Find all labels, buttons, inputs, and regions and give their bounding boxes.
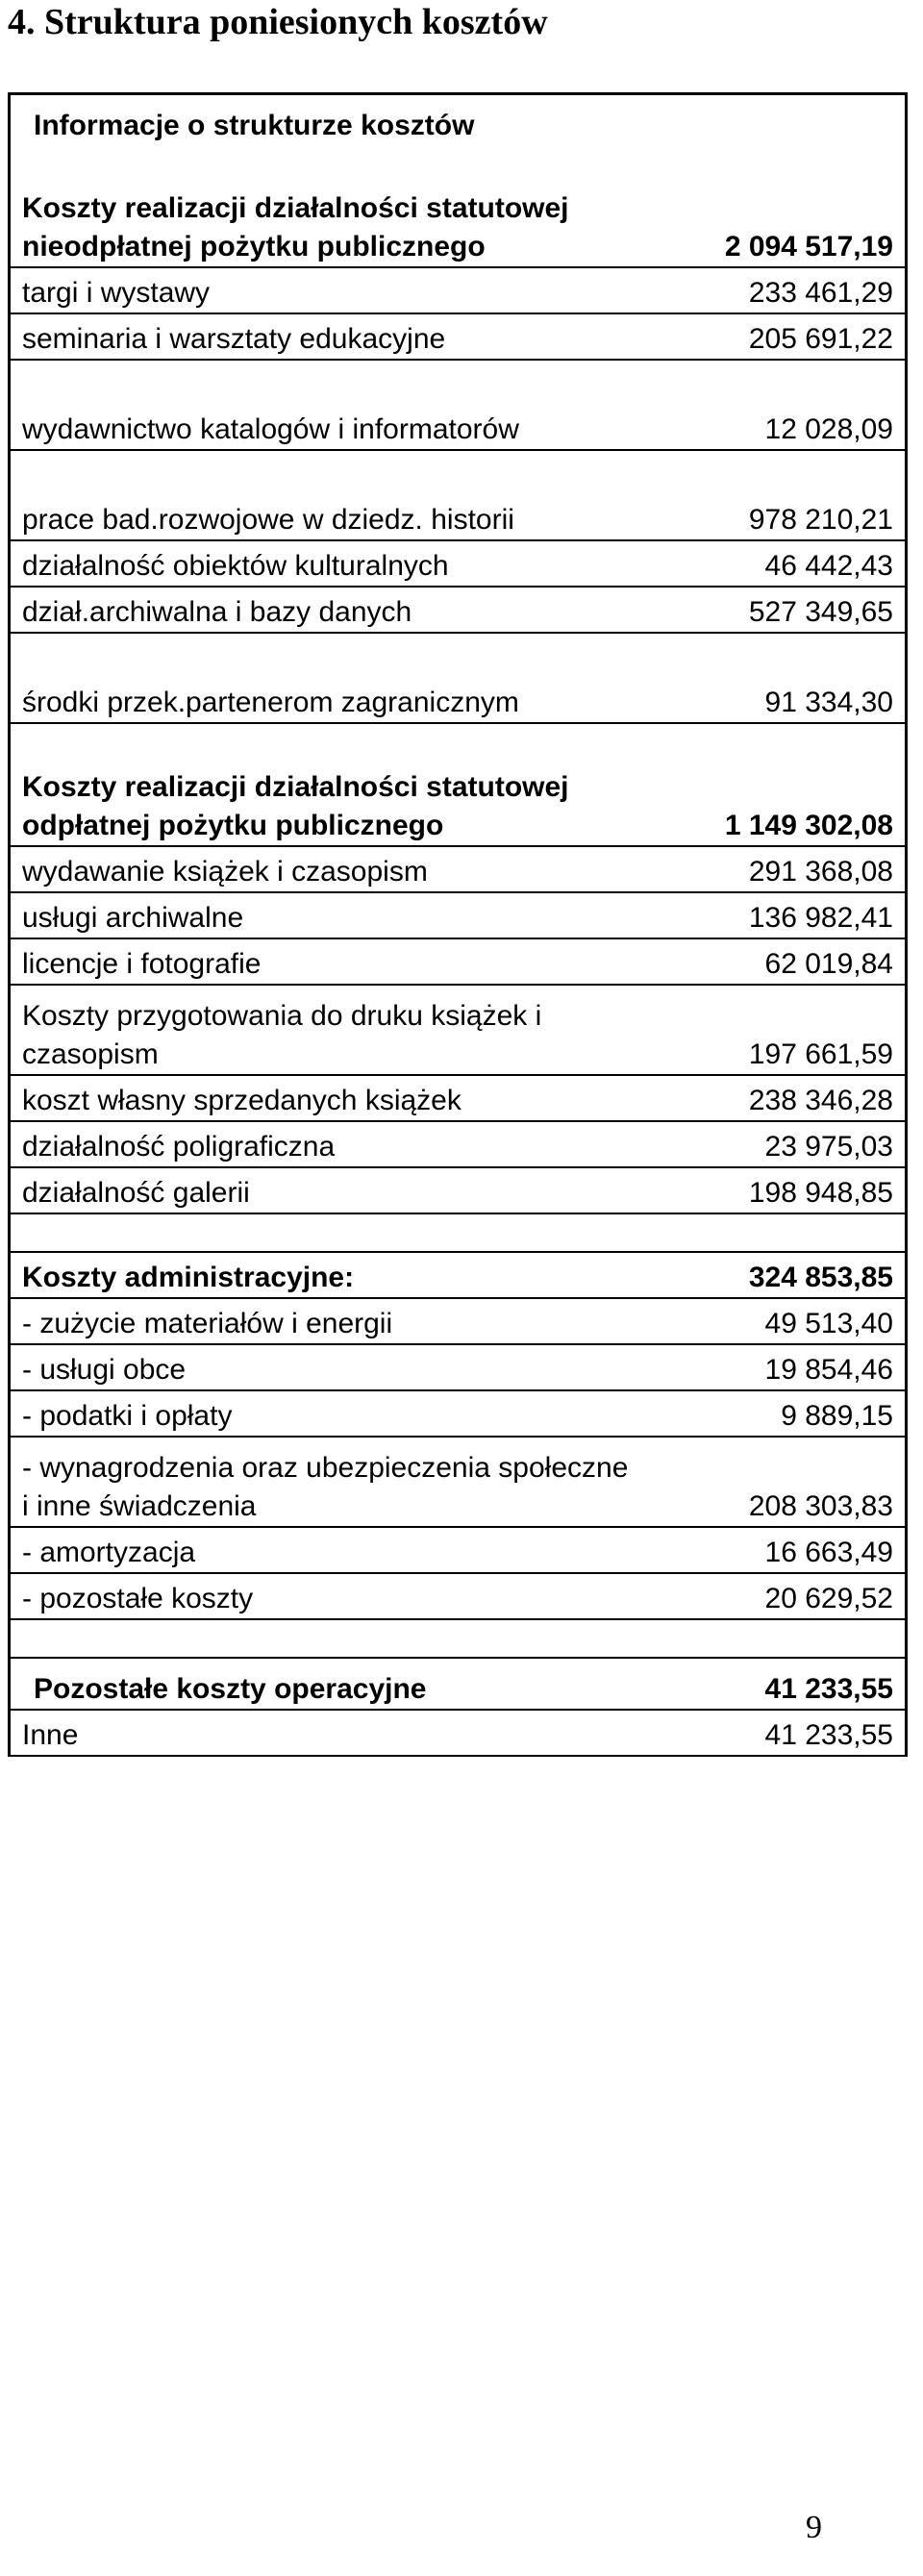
row-value: 324 853,85 [647, 1252, 907, 1298]
table-row [10, 938, 907, 985]
row-value: 62 019,84 [647, 938, 907, 985]
row-label: - podatki i opłaty [10, 1390, 647, 1437]
row-label: wydawnictwo katalogów i informatorów [10, 360, 647, 450]
row-value: 41 233,55 [647, 1710, 907, 1756]
row-label: - zużycie materiałów i energii [10, 1298, 647, 1344]
row-value: 978 210,21 [647, 450, 907, 540]
row-label: usługi archiwalne [10, 892, 647, 938]
row-label: - amortyzacja [10, 1527, 647, 1573]
row-value: 19 854,46 [647, 1344, 907, 1390]
table-row [10, 1252, 907, 1298]
table-row [10, 633, 907, 723]
row-label: Koszty realizacji działalności statutowej odpłatnej pożytku publicznego [10, 723, 647, 846]
spacer-cell [10, 1619, 907, 1658]
row-value: 23 975,03 [647, 1121, 907, 1167]
row-value: 198 948,85 [647, 1167, 907, 1213]
spacer-cell [10, 1213, 907, 1252]
table-row [10, 1075, 907, 1121]
row-label: targi i wystawy [10, 267, 647, 313]
table-row [10, 1710, 907, 1756]
row-label: Inne [10, 1710, 647, 1756]
table-row [10, 1390, 907, 1437]
table-row [10, 1573, 907, 1619]
table-row [10, 313, 907, 360]
table-row [10, 1121, 907, 1167]
row-label: środki przek.partenerom zagranicznym [10, 633, 647, 723]
row-label: Pozostałe koszty operacyjne [10, 1658, 647, 1710]
table-row [10, 1344, 907, 1390]
table-row [10, 892, 907, 938]
row-label: działalność poligraficzna [10, 1121, 647, 1167]
row-label: licencje i fotografie [10, 938, 647, 985]
table-row [10, 267, 907, 313]
section-title: 4. Struktura poniesionych kosztów [8, 2, 548, 42]
row-value: 2 094 517,19 [647, 145, 907, 267]
spacer-row [10, 1619, 907, 1658]
row-value: 197 661,59 [647, 985, 907, 1075]
row-value: 208 303,83 [647, 1437, 907, 1527]
row-value: 91 334,30 [647, 633, 907, 723]
row-value: 16 663,49 [647, 1527, 907, 1573]
row-value: 12 028,09 [647, 360, 907, 450]
row-value: 9 889,15 [647, 1390, 907, 1437]
row-value: 291 368,08 [647, 846, 907, 892]
table-row [10, 540, 907, 587]
table-header-row [10, 94, 907, 146]
row-label: dział.archiwalna i bazy danych [10, 587, 647, 633]
page-number: 9 [806, 2510, 822, 2545]
row-label: działalność obiektów kulturalnych [10, 540, 647, 587]
row-label: koszt własny sprzedanych książek [10, 1075, 647, 1121]
table-row [10, 450, 907, 540]
spacer-row [10, 1213, 907, 1252]
row-value: 527 349,65 [647, 587, 907, 633]
row-value: 136 982,41 [647, 892, 907, 938]
row-value: 1 149 302,08 [647, 723, 907, 846]
row-label: - wynagrodzenia oraz ubezpieczenia społeczne i inne świadczenia [10, 1437, 647, 1527]
row-label: Koszty administracyjne: [10, 1252, 647, 1298]
table-row [10, 145, 907, 267]
row-value: 20 629,52 [647, 1573, 907, 1619]
table-row [10, 587, 907, 633]
table-row [10, 985, 907, 1075]
row-label: działalność galerii [10, 1167, 647, 1213]
table-row [10, 1437, 907, 1527]
cost-structure-table [8, 92, 908, 1757]
row-label: Koszty realizacji działalności statutowej nieodpłatnej pożytku publicznego [10, 145, 647, 267]
row-value: 233 461,29 [647, 267, 907, 313]
row-label: prace bad.rozwojowe w dziedz. historii [10, 450, 647, 540]
row-label: seminaria i warsztaty edukacyjne [10, 313, 647, 360]
row-value: 49 513,40 [647, 1298, 907, 1344]
row-value: 46 442,43 [647, 540, 907, 587]
table-row [10, 1658, 907, 1710]
row-label: wydawanie książek i czasopism [10, 846, 647, 892]
table-row [10, 1298, 907, 1344]
row-value: 205 691,22 [647, 313, 907, 360]
table-row [10, 360, 907, 450]
row-value: 238 346,28 [647, 1075, 907, 1121]
row-value: 41 233,55 [647, 1658, 907, 1710]
row-label: - pozostałe koszty [10, 1573, 647, 1619]
row-label: Koszty przygotowania do druku książek i czasopism [10, 985, 647, 1075]
row-label: - usługi obce [10, 1344, 647, 1390]
table-header: Informacje o strukturze kosztów [34, 110, 475, 141]
table-row [10, 846, 907, 892]
table-row [10, 723, 907, 846]
table-row [10, 1527, 907, 1573]
table-row [10, 1167, 907, 1213]
